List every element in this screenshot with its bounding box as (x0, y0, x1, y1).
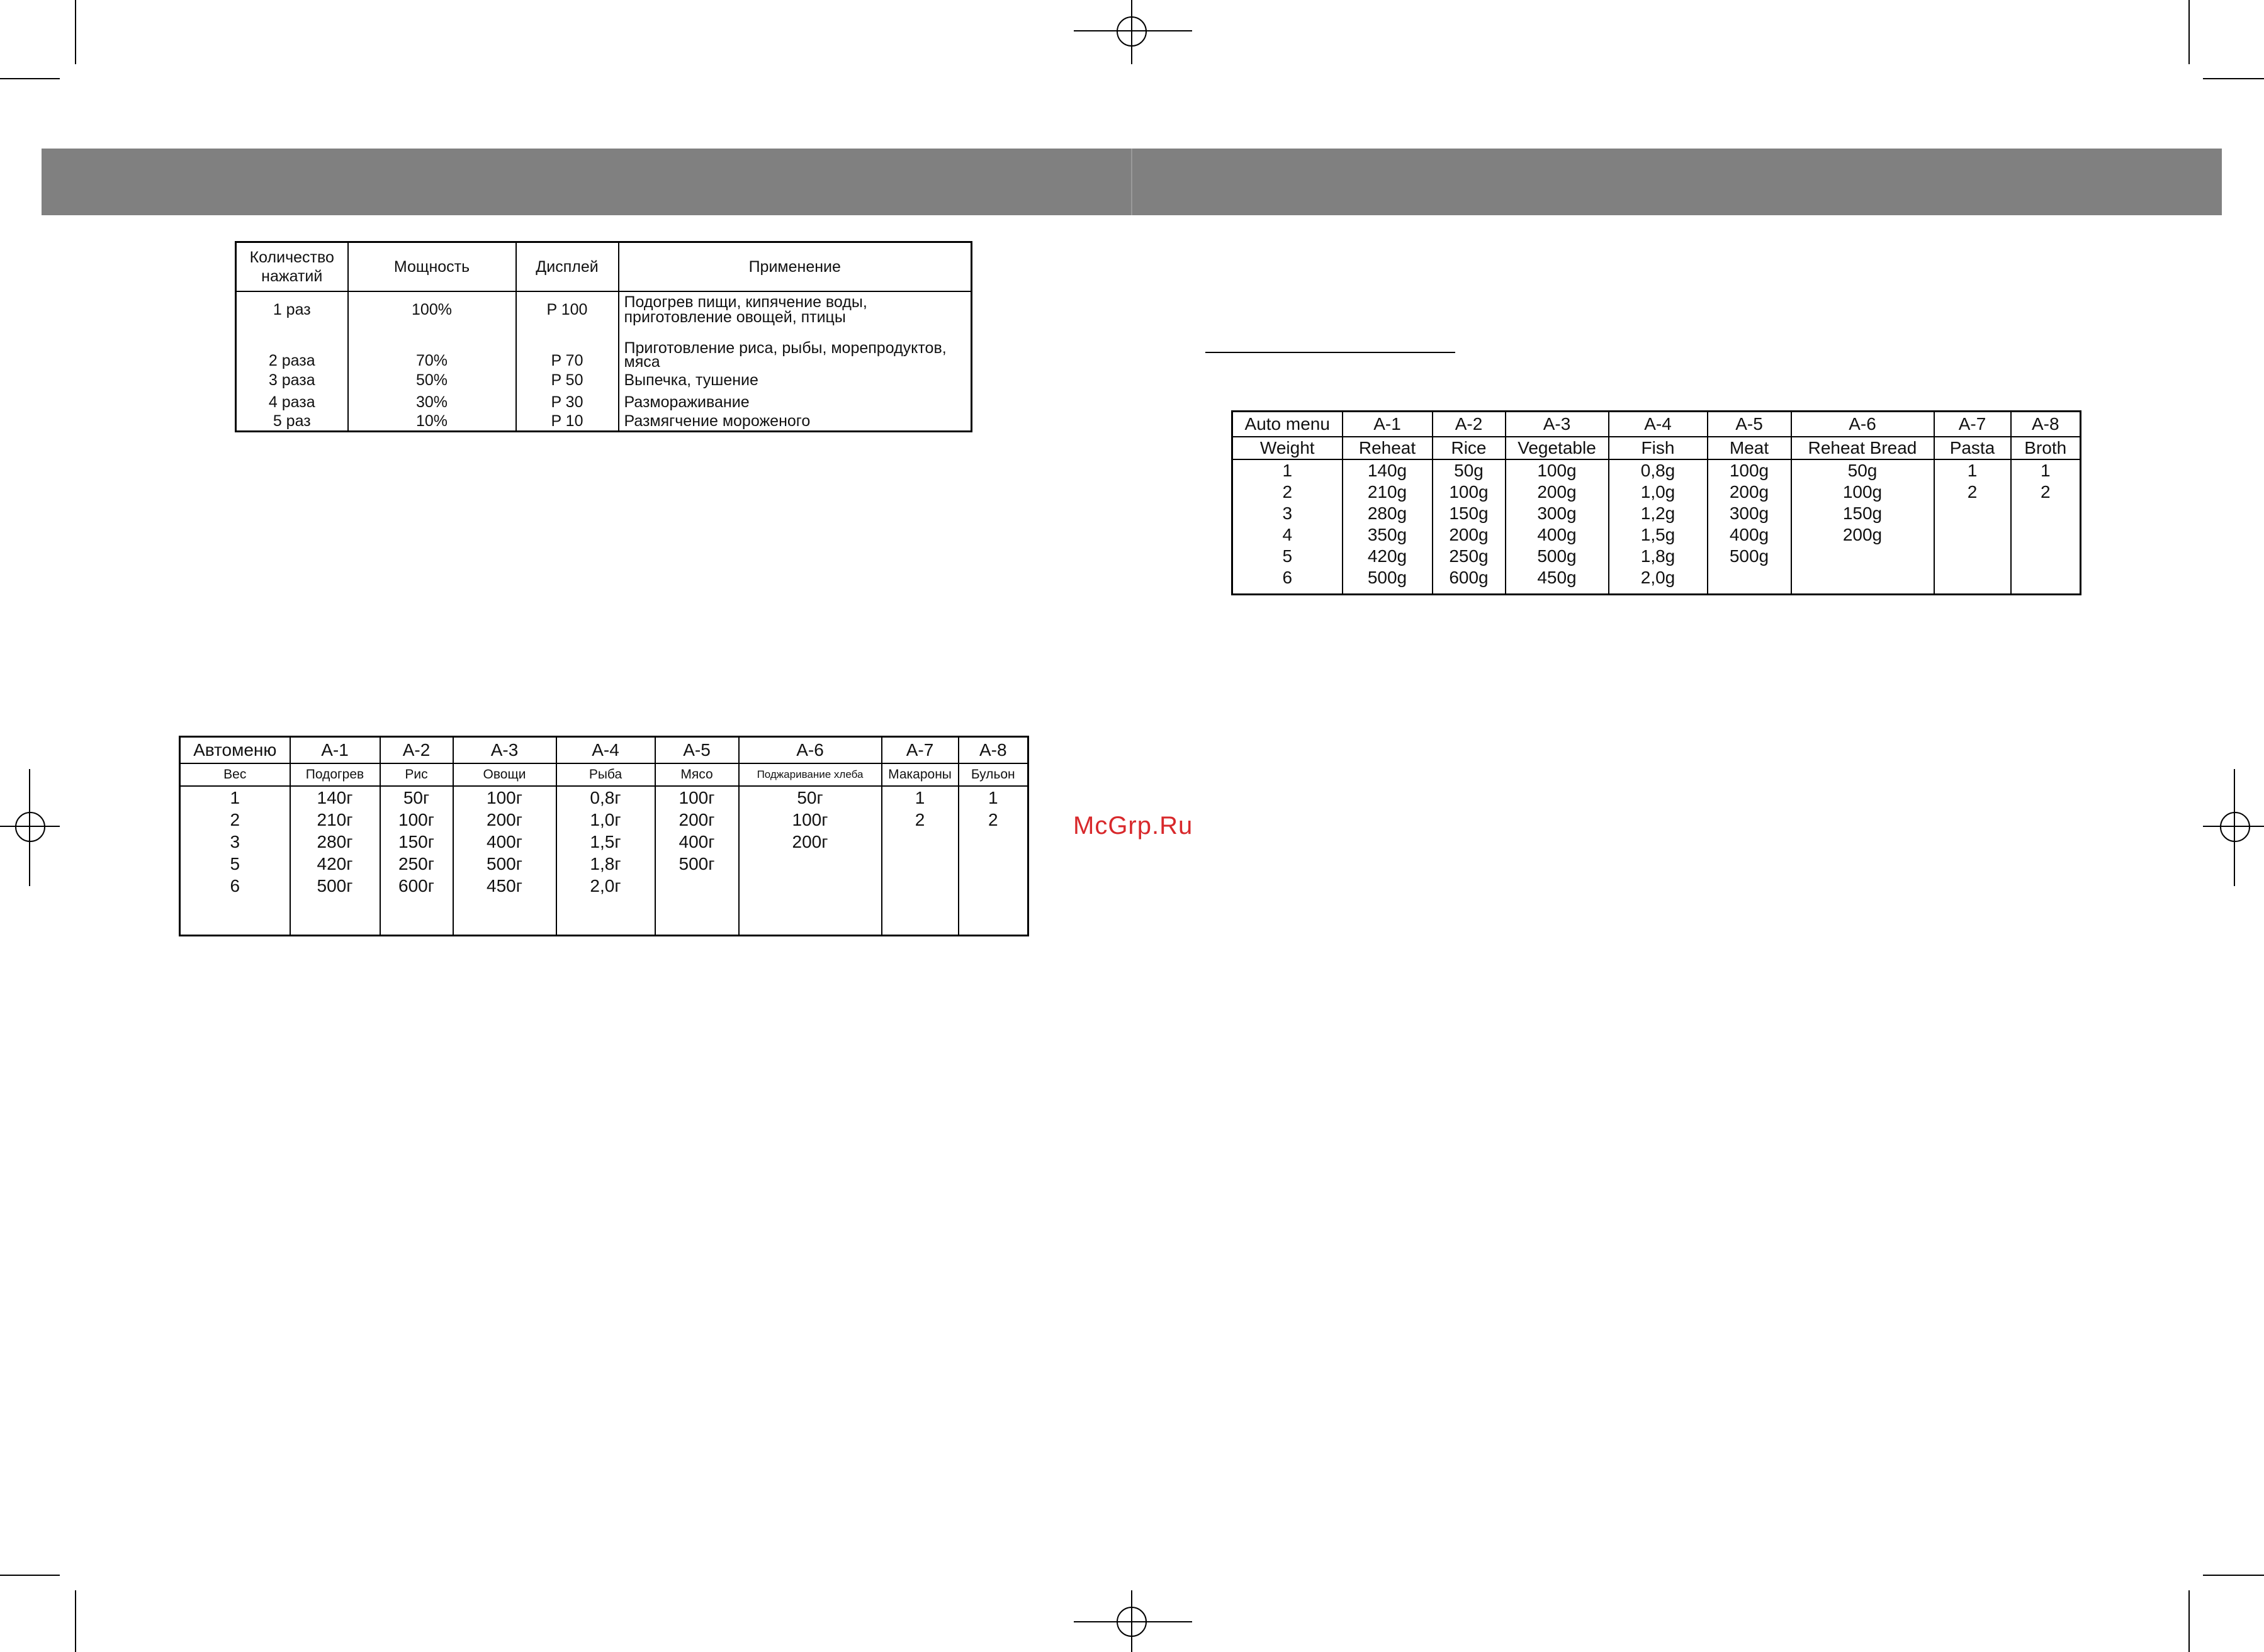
crop-mark (75, 0, 76, 64)
column-code: А-3 (453, 737, 556, 764)
table-cell (739, 853, 882, 875)
table-cell: 5 (180, 853, 290, 875)
table-cell: 0,8g (1609, 459, 1708, 481)
table-cell: 100г (453, 786, 556, 809)
column-code: А-7 (882, 737, 959, 764)
table-row (236, 391, 972, 413)
table-cell: 400g (1506, 524, 1609, 546)
table-cell: 400г (453, 831, 556, 853)
table-row (180, 786, 1028, 809)
column-code: А-2 (380, 737, 453, 764)
crop-mark (2188, 0, 2190, 64)
column-name: Broth (2011, 437, 2081, 459)
table-cell: 4 (1232, 524, 1343, 546)
table-cell: 30% (348, 391, 516, 413)
column-name: Овощи (453, 763, 556, 786)
table-cell: 6 (180, 875, 290, 897)
watermark-text: McGrp.Ru (1073, 812, 1193, 840)
table-row (1232, 459, 2081, 481)
table-cell: 150g (1433, 503, 1506, 524)
table-cell: 2 (959, 809, 1028, 831)
column-name: Reheat (1343, 437, 1433, 459)
table-cell: 2 (882, 809, 959, 831)
column-code: Автоменю (180, 737, 290, 764)
table-row (1232, 481, 2081, 503)
table-cell: 100g (1708, 459, 1791, 481)
table-cell: 500г (290, 875, 380, 897)
column-name: Pasta (1934, 437, 2011, 459)
column-code: А-5 (655, 737, 739, 764)
table-cell: Приготовление риса, рыбы, морепродуктов, мяса (619, 327, 972, 369)
table-header-row (236, 242, 972, 292)
table-cell: P 30 (516, 391, 619, 413)
table-cell: 1 (1232, 459, 1343, 481)
table-cell: 150g (1791, 503, 1934, 524)
table-header-row (180, 763, 1028, 786)
table-cell (1708, 567, 1791, 588)
table-cell: 1,8g (1609, 546, 1708, 567)
table-cell: 3 (180, 831, 290, 853)
header-band-divider (1131, 149, 1132, 215)
table-row (1232, 503, 2081, 524)
table-cell: 200g (1506, 481, 1609, 503)
column-code: А-4 (556, 737, 655, 764)
table-cell: 100г (655, 786, 739, 809)
column-code: A-5 (1708, 412, 1791, 437)
table-cell: 5 раз (236, 413, 348, 432)
table-row (180, 875, 1028, 897)
table-cell: 50г (380, 786, 453, 809)
table-cell: 1 (2011, 459, 2081, 481)
column-header: Применение (619, 242, 972, 292)
table-row (1232, 567, 2081, 588)
registration-line (29, 769, 30, 886)
table-cell: 100г (739, 809, 882, 831)
table-cell: 150г (380, 831, 453, 853)
header-band-right (1132, 149, 2222, 215)
table-cell: 300g (1506, 503, 1609, 524)
registration-mark-right (2220, 812, 2250, 842)
table-cell: 1,5g (1609, 524, 1708, 546)
table-cell: 140г (290, 786, 380, 809)
table-cell: 400г (655, 831, 739, 853)
table-cell: 210г (290, 809, 380, 831)
table-cell: 1,2g (1609, 503, 1708, 524)
column-code: A-6 (1791, 412, 1934, 437)
table-cell: 600g (1433, 567, 1506, 588)
table-cell: 10% (348, 413, 516, 432)
table-cell: 50g (1791, 459, 1934, 481)
table-cell (882, 853, 959, 875)
section-rule (1205, 352, 1455, 353)
table-cell: 200g (1791, 524, 1934, 546)
table-cell: 2 (2011, 481, 2081, 503)
table-cell: 420г (290, 853, 380, 875)
table-cell: P 70 (516, 327, 619, 369)
table-cell: 200г (453, 809, 556, 831)
registration-line (1074, 1621, 1192, 1622)
table-cell: 500г (453, 853, 556, 875)
table-cell: 100g (1791, 481, 1934, 503)
column-code: A-4 (1609, 412, 1708, 437)
table-cell: 5 (1232, 546, 1343, 567)
auto-menu-table-en (1231, 410, 2081, 595)
column-header: Количество нажатий (236, 242, 348, 292)
table-cell: 1,8г (556, 853, 655, 875)
table-cell: 140g (1343, 459, 1433, 481)
table-row (236, 291, 972, 327)
table-cell: P 100 (516, 291, 619, 327)
registration-line (1074, 30, 1192, 31)
table-cell (2011, 503, 2081, 524)
crop-mark (2203, 78, 2264, 79)
table-cell: 1 (1934, 459, 2011, 481)
column-name: Rice (1433, 437, 1506, 459)
column-code: A-3 (1506, 412, 1609, 437)
table-cell: 4 раза (236, 391, 348, 413)
table-cell: 210g (1343, 481, 1433, 503)
table-cell: 400g (1708, 524, 1791, 546)
table-cell: Размораживание (619, 391, 972, 413)
table-cell: 2,0г (556, 875, 655, 897)
table-cell: 1 (882, 786, 959, 809)
table-cell: 1 (180, 786, 290, 809)
table-cell (959, 875, 1028, 897)
column-name: Рис (380, 763, 453, 786)
table-header-row (180, 737, 1028, 764)
table-row-empty (180, 897, 1028, 936)
table-cell (2011, 546, 2081, 567)
table-cell (1791, 567, 1934, 588)
column-name: Рыба (556, 763, 655, 786)
table-cell (959, 831, 1028, 853)
table-cell (882, 875, 959, 897)
table-cell: 500g (1343, 567, 1433, 588)
table-cell: 280г (290, 831, 380, 853)
column-code: A-7 (1934, 412, 2011, 437)
column-name: Meat (1708, 437, 1791, 459)
crop-mark (2203, 1575, 2264, 1576)
table-cell: 3 раза (236, 369, 348, 391)
table-cell: 420g (1343, 546, 1433, 567)
column-name: Подогрев (290, 763, 380, 786)
column-name: Макароны (882, 763, 959, 786)
table-cell: 500g (1506, 546, 1609, 567)
table-header-row (1232, 412, 2081, 437)
table-cell: 600г (380, 875, 453, 897)
table-cell: 6 (1232, 567, 1343, 588)
column-name: Вес (180, 763, 290, 786)
table-cell (1934, 503, 2011, 524)
crop-mark (0, 78, 60, 79)
table-cell (1791, 546, 1934, 567)
column-header: Мощность (348, 242, 516, 292)
table-header-row (1232, 437, 2081, 459)
table-cell: 1 раз (236, 291, 348, 327)
column-header: Дисплей (516, 242, 619, 292)
table-cell: 50г (739, 786, 882, 809)
power-level-table (235, 241, 972, 432)
table-cell: 50% (348, 369, 516, 391)
table-cell: 250г (380, 853, 453, 875)
registration-mark-left (15, 812, 45, 842)
table-cell (655, 875, 739, 897)
table-cell: 500g (1708, 546, 1791, 567)
column-code: А-1 (290, 737, 380, 764)
table-cell (1934, 567, 2011, 588)
table-row (1232, 546, 2081, 567)
table-cell: 70% (348, 327, 516, 369)
column-code: A-1 (1343, 412, 1433, 437)
table-cell: 2 раза (236, 327, 348, 369)
table-cell: 250g (1433, 546, 1506, 567)
table-row (236, 369, 972, 391)
table-cell: 3 (1232, 503, 1343, 524)
table-cell (2011, 524, 2081, 546)
table-cell: Выпечка, тушение (619, 369, 972, 391)
header-band-left (42, 149, 1131, 215)
table-cell: 2 (180, 809, 290, 831)
table-cell: 200г (739, 831, 882, 853)
table-cell (2011, 567, 2081, 588)
table-cell (959, 853, 1028, 875)
table-cell: Размягчение мороженого (619, 413, 972, 432)
table-cell (882, 831, 959, 853)
table-cell: 1 (959, 786, 1028, 809)
table-cell: Подогрев пищи, кипячение воды, приготовление овощей, птицы (619, 291, 972, 327)
crop-mark (0, 1575, 60, 1576)
table-cell (1934, 546, 2011, 567)
table-cell: 300g (1708, 503, 1791, 524)
table-cell: 350g (1343, 524, 1433, 546)
table-row (236, 327, 972, 369)
registration-line (2234, 769, 2235, 886)
table-cell: 450г (453, 875, 556, 897)
table-cell: 2,0g (1609, 567, 1708, 588)
table-row (180, 831, 1028, 853)
table-cell: 200g (1433, 524, 1506, 546)
column-name: Vegetable (1506, 437, 1609, 459)
table-cell: 2 (1934, 481, 2011, 503)
table-row-empty (1232, 588, 2081, 595)
table-cell: 100g (1506, 459, 1609, 481)
table-cell: 100g (1433, 481, 1506, 503)
table-cell: P 50 (516, 369, 619, 391)
table-cell: 450g (1506, 567, 1609, 588)
column-code: A-2 (1433, 412, 1506, 437)
table-cell: 1,0g (1609, 481, 1708, 503)
table-cell: 50g (1433, 459, 1506, 481)
column-name: Поджаривание хлеба (739, 763, 882, 786)
column-code: А-8 (959, 737, 1028, 764)
column-name: Бульон (959, 763, 1028, 786)
table-cell: 1,0г (556, 809, 655, 831)
table-cell: 100г (380, 809, 453, 831)
crop-mark (2188, 1590, 2190, 1652)
column-code: А-6 (739, 737, 882, 764)
column-code: Auto menu (1232, 412, 1343, 437)
column-name: Weight (1232, 437, 1343, 459)
table-row (1232, 524, 2081, 546)
registration-line (1131, 0, 1132, 64)
table-cell: P 10 (516, 413, 619, 432)
table-row (180, 853, 1028, 875)
table-cell: 2 (1232, 481, 1343, 503)
table-cell: 500г (655, 853, 739, 875)
auto-menu-table-ru (179, 736, 1029, 936)
column-name: Reheat Bread (1791, 437, 1934, 459)
table-cell: 280g (1343, 503, 1433, 524)
table-cell: 1,5г (556, 831, 655, 853)
column-name: Fish (1609, 437, 1708, 459)
table-cell: 0,8г (556, 786, 655, 809)
table-row (236, 413, 972, 432)
table-cell (1934, 524, 2011, 546)
table-cell: 100% (348, 291, 516, 327)
table-row (180, 809, 1028, 831)
column-code: A-8 (2011, 412, 2081, 437)
table-cell: 200г (655, 809, 739, 831)
table-cell (739, 875, 882, 897)
column-name: Мясо (655, 763, 739, 786)
crop-mark (75, 1590, 76, 1652)
table-cell: 200g (1708, 481, 1791, 503)
